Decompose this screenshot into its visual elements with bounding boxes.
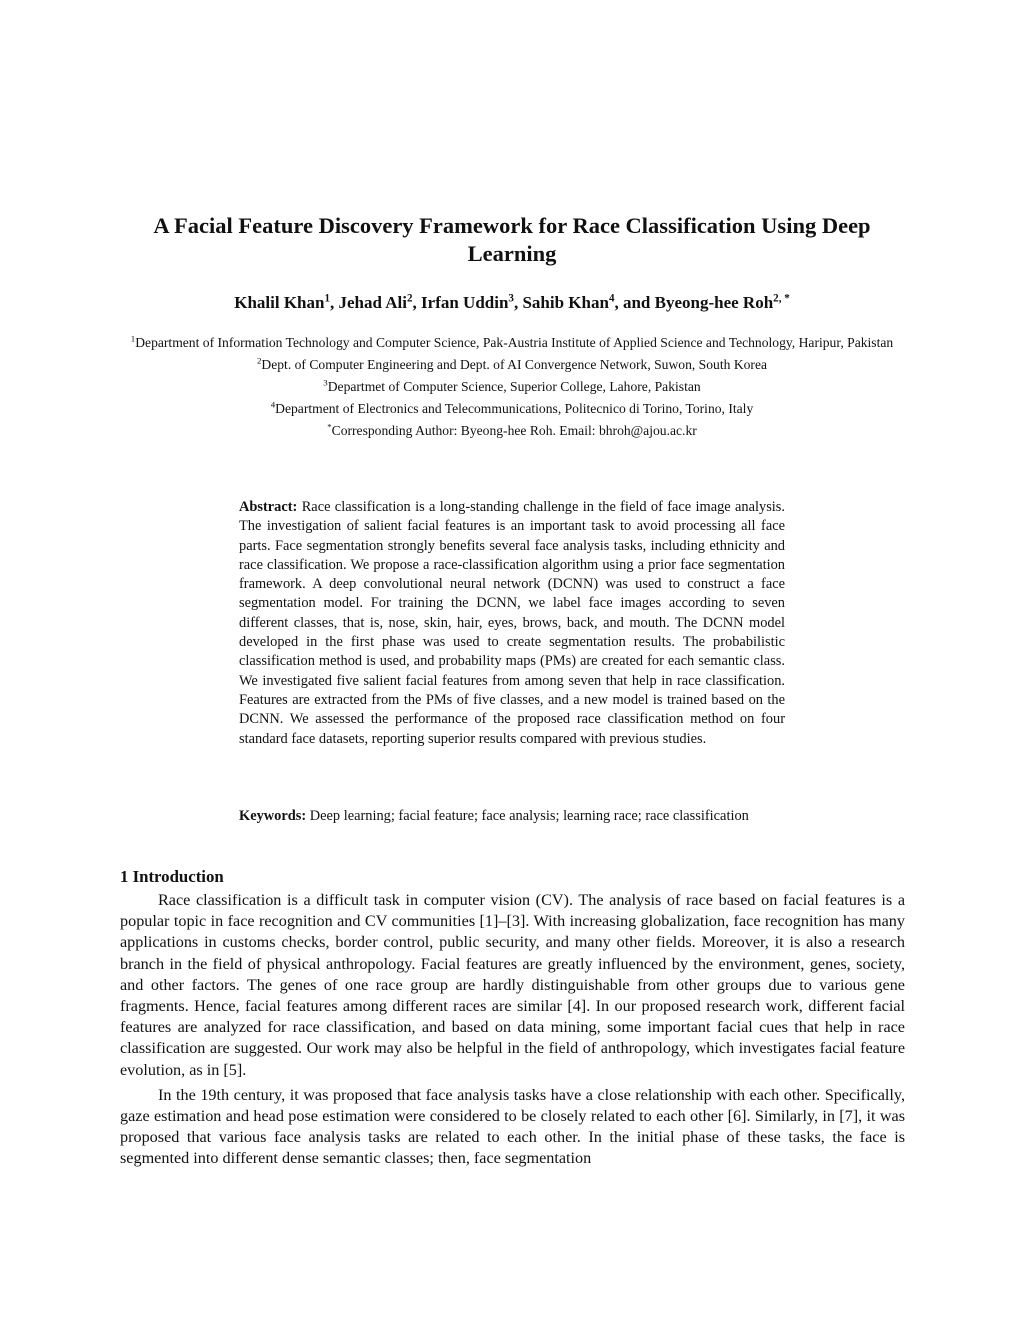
author: Irfan Uddin$^3$, (421, 292, 523, 312)
author: Jehad Ali$^2$, (338, 292, 422, 312)
abstract (239, 498, 785, 749)
affiliation-list (120, 334, 904, 444)
introduction-body (120, 890, 905, 1174)
author: Sahib Khan$^4$, and (522, 292, 655, 312)
affiliation: $^2$Dept. of Computer Engineering and Dept. of AI Convergence Network, Suwon, South Korea (256, 355, 768, 372)
author-list (100, 291, 924, 315)
affiliation: $^1$Department of Information Technology and Computer Science, Pak-Austria Institute of Applied Science and Technology, Haripur, Pakistan (130, 333, 894, 350)
abstract-text: Race classification is a long-standing challenge in the field of face image analysis. The investigation of salient facial features is an important task to avoid processing all face parts. Face segmentation strongly benefits several face analysis tasks, including ethnicity and race classification. We propose a race-classification algorithm using a prior face segmentation framework. A deep convolutional neural network (DCNN) was used to construct a face segmentation model. For training the DCNN, we label face images according to seven different classes, that is, nose, skin, hair, eyes, brows, back, and mouth. The DCNN model developed in the first phase was used to create segmentation results. The probabilistic classification method is used, and probability maps (PMs) are created for each semantic class. We investigated five salient facial features from among seven that help in race classification. Features are extracted from the PMs of five classes, and a new model is trained based on the DCNN. We assessed the performance of the proposed race classification method on four standard face datasets, reporting superior results compared with previous studies. (239, 499, 785, 747)
section-heading-introduction: 1 Introduction (120, 867, 224, 886)
author: Byeong-hee Roh$^{2, *}$ (654, 292, 790, 312)
corresponding-author: *Corresponding Author: Byeong-hee Roh. Email: bhroh@ajou.ac.kr (327, 421, 697, 438)
keywords (239, 807, 785, 826)
paper-title: A Facial Feature Discovery Framework for Race Classification Using Deep Learning (153, 213, 871, 266)
body-paragraph: Race classification is a difficult task in computer vision (CV). The analysis of race based on facial features is a popular topic in face recognition and CV communities [1]–[3]. With increasing globalization, face recognition has many applications in customs checks, border control, public security, and many other fields. Moreover, it is also a research branch in the field of physical anthropology. Facial features are greatly influenced by the environment, genes, society, and other factors. The genes of one race group are hardly distinguishable from other groups due to various gene fragments. Hence, facial features among different races are similar [4]. In our proposed research work, different facial features are analyzed for race classification, and based on data mining, some important facial cues that help in race classification are suggested. Our work may also be helpful in the field of anthropology, which investigates facial feature evolution, as in [5]. (120, 891, 905, 1079)
keywords-label: Keywords: (239, 808, 307, 824)
keywords-text: Deep learning; facial feature; face analysis; learning race; race classification (309, 808, 749, 824)
affiliation: $^3$Departmet of Computer Science, Superior College, Lahore, Pakistan (323, 377, 701, 394)
author: Khalil Khan$^1$, (234, 292, 339, 312)
abstract-label: Abstract: (239, 499, 298, 515)
affiliation: $^4$Department of Electronics and Telecommunications, Politecnico di Torino, Torino, Italy (270, 399, 754, 416)
body-paragraph: In the 19th century, it was proposed that face analysis tasks have a close relationship with each other. Specifically, gaze estimation and head pose estimation were considered to be closely related to each other [6]. Similarly, in [7], it was proposed that various face analysis tasks are related to each other. In the initial phase of these tasks, the face is segmented into different dense semantic classes; then, face segmentation (120, 1085, 905, 1168)
